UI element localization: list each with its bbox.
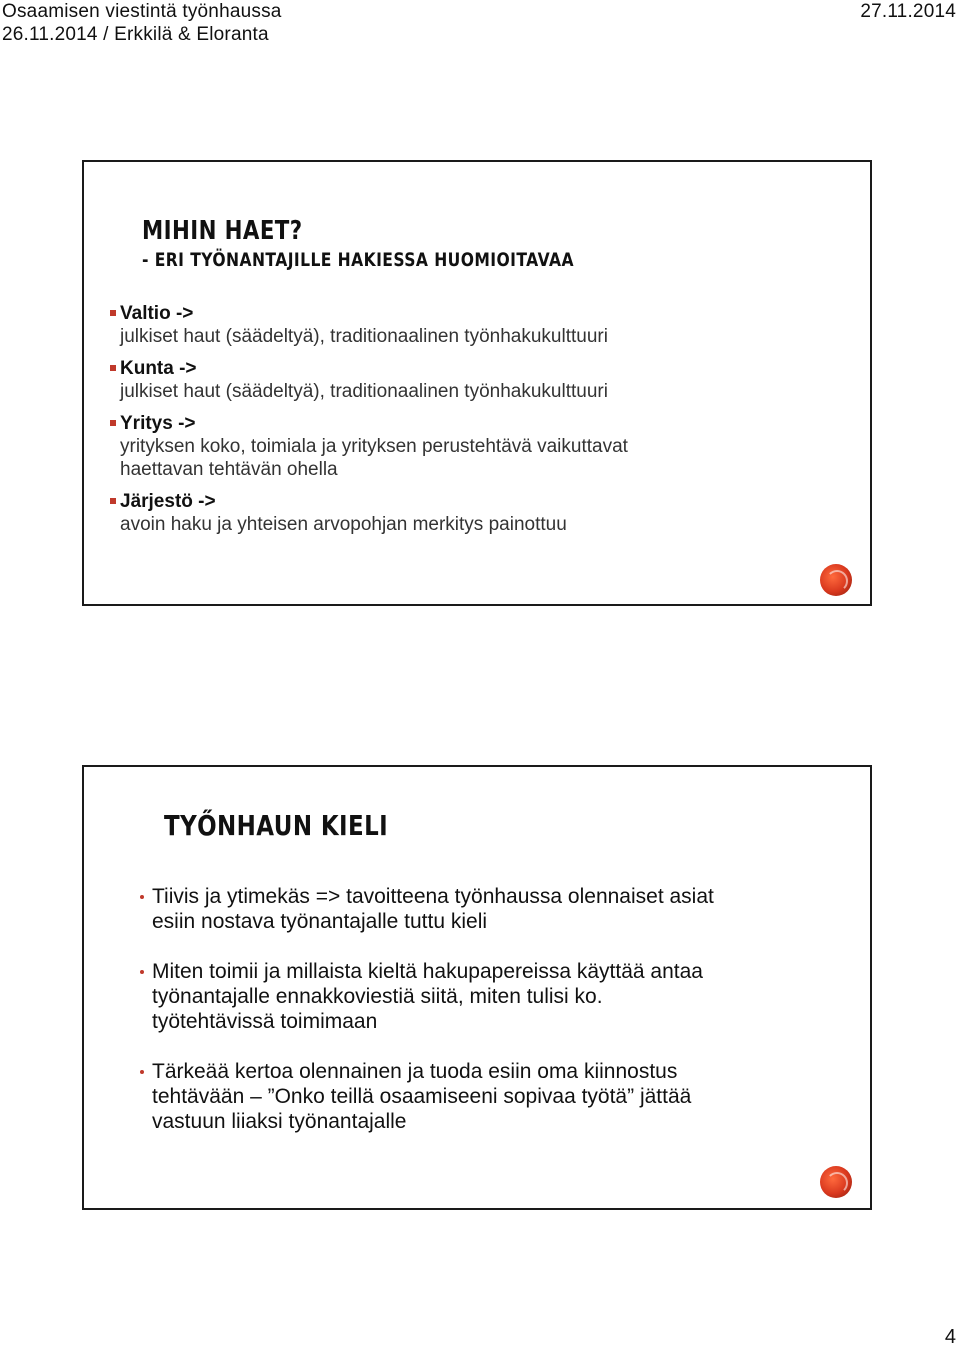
list-item-text: työnantajalle ennakkoviestiä siitä, miten tulisi ko. — [152, 985, 603, 1008]
list-item — [110, 357, 850, 403]
list-item-text: avoin haku ja yhteisen arvopohjan merkitys painottuu — [120, 514, 567, 535]
list-item — [140, 1059, 840, 1134]
square-bullet-icon — [110, 498, 116, 504]
list-item-text: yrityksen koko, toimiala ja yrityksen perustehtävä vaikuttavat — [120, 436, 628, 457]
bullet-list — [140, 884, 840, 1159]
list-item — [140, 959, 840, 1034]
header-date-authors: 26.11.2014 / Erkkilä & Eloranta — [2, 24, 269, 45]
list-item-text: vastuun liiaksi työnantajalle — [152, 1110, 407, 1133]
list-item — [110, 302, 850, 348]
slide-title: MIHIN HAET? — [142, 216, 303, 246]
slide-mihin-haet — [82, 160, 872, 606]
header-date: 27.11.2014 — [860, 1, 956, 22]
list-item-text: Tiivis ja ytimekäs => tavoitteena työnhaussa olennaiset asiat — [152, 885, 714, 908]
list-item-text: julkiset haut (säädeltyä), traditionaalinen työnhakukulttuuri — [120, 326, 608, 347]
list-item-text: työtehtävissä toimimaan — [152, 1010, 378, 1033]
list-item-text: Tärkeää kertoa olennainen ja tuoda esiin oma kiinnostus — [152, 1060, 678, 1083]
square-bullet-icon — [110, 420, 116, 426]
list-item-head: Yritys -> — [120, 413, 196, 434]
slide-tyonhaun-kieli — [82, 765, 872, 1210]
bullet-list — [110, 302, 850, 545]
list-item — [140, 884, 840, 934]
page-number: 4 — [944, 1326, 956, 1348]
list-item-head: Valtio -> — [120, 303, 194, 324]
list-item-text: tehtävään – ”Onko teillä osaamiseeni sopivaa työtä” jättää — [152, 1085, 692, 1108]
header-doc-title: Osaamisen viestintä työnhaussa — [2, 1, 282, 22]
list-item-head: Järjestö -> — [120, 491, 216, 512]
dot-bullet-icon — [140, 1070, 144, 1074]
list-item-text: esiin nostava työnantajalle tuttu kieli — [152, 910, 488, 933]
orange-circle-logo-icon — [820, 564, 852, 596]
square-bullet-icon — [110, 365, 116, 371]
list-item — [110, 412, 850, 481]
list-item — [110, 490, 850, 536]
list-item-text: Miten toimii ja millaista kieltä hakupapereissa käyttää antaa — [152, 960, 703, 983]
square-bullet-icon — [110, 310, 116, 316]
slide-title: TYŐNHAUN KIELI — [164, 809, 389, 842]
list-item-head: Kunta -> — [120, 358, 197, 379]
list-item-text: haettavan tehtävän ohella — [120, 459, 338, 480]
orange-circle-logo-icon — [820, 1166, 852, 1198]
dot-bullet-icon — [140, 970, 144, 974]
slide-subtitle: - ERI TYÖNANTAJILLE HAKIESSA HUOMIOITAVAA — [142, 249, 574, 271]
list-item-text: julkiset haut (säädeltyä), traditionaalinen työnhakukulttuuri — [120, 381, 608, 402]
dot-bullet-icon — [140, 895, 144, 899]
